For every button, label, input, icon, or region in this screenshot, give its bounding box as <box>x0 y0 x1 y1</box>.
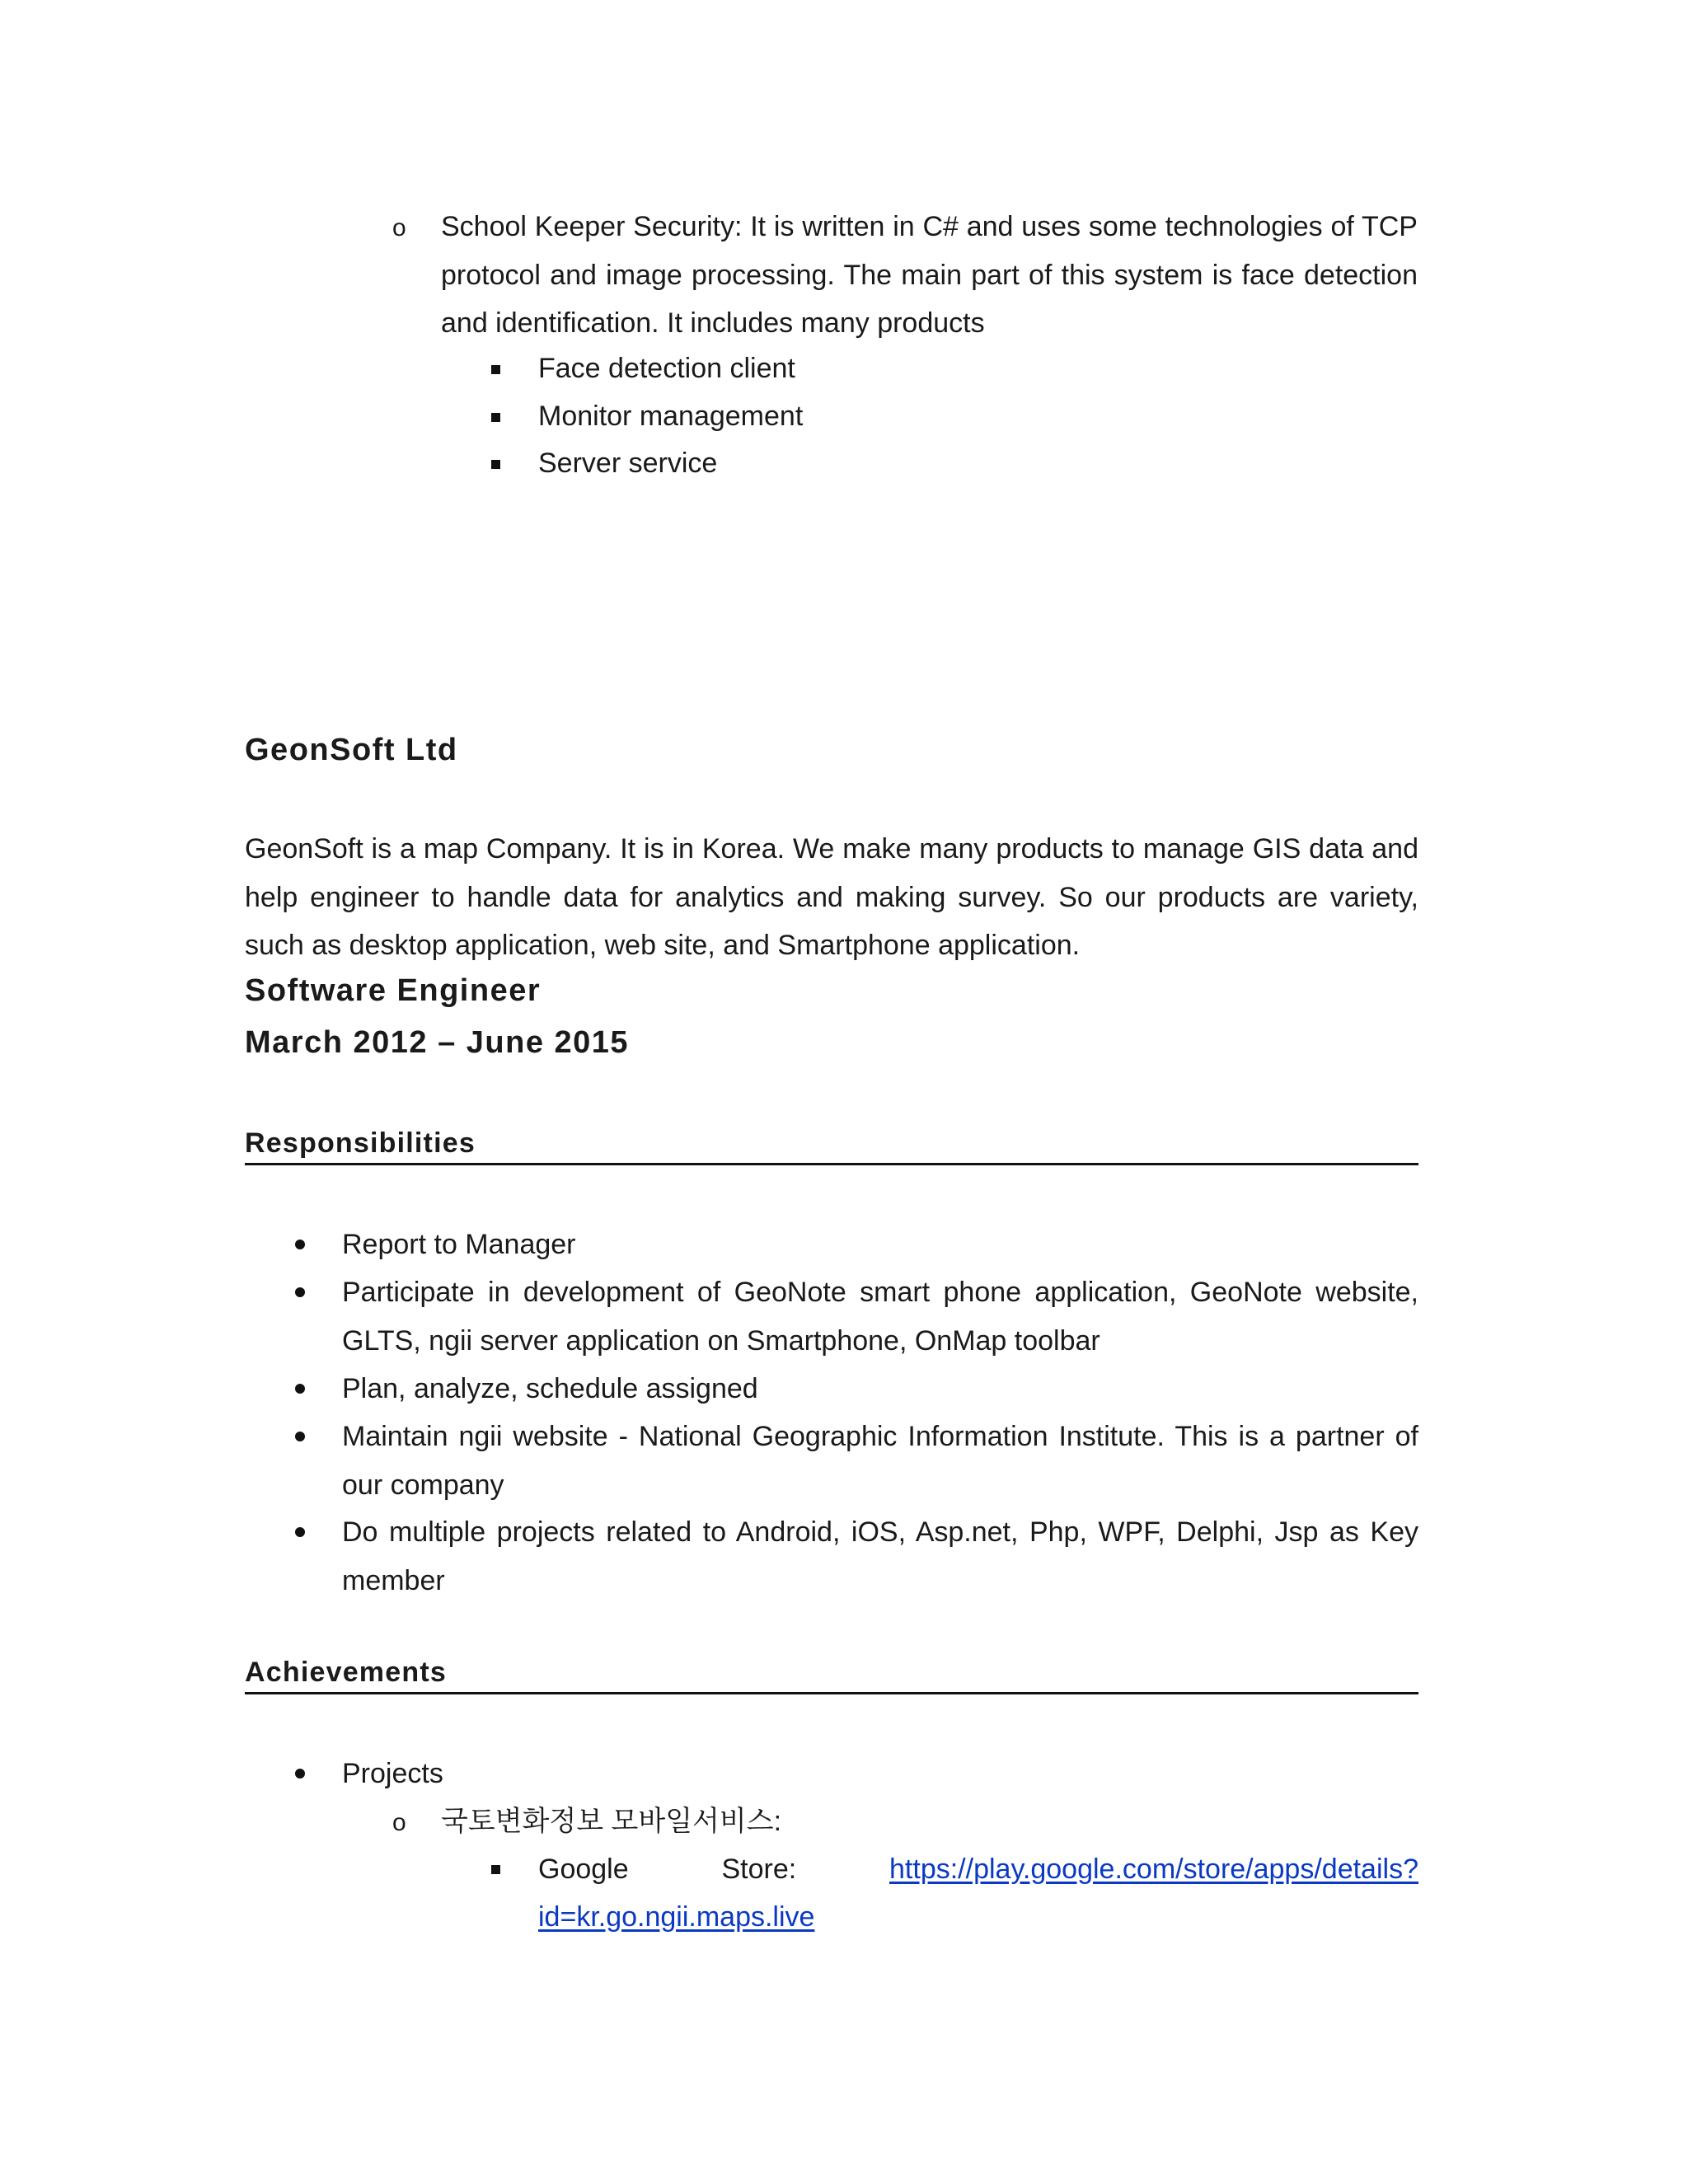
product-item: Server service <box>538 448 718 479</box>
square-bullet-icon <box>491 413 500 422</box>
company-name: GeonSoft Ltd <box>245 733 458 767</box>
school-keeper-description: School Keeper Security: It is written in C# and uses some technologies of TCP protocol and image processing. The main part of this system is face detection and identification. It includes many products <box>441 211 1418 339</box>
bullet-icon <box>295 1769 305 1779</box>
sub-bullet-marker: o <box>392 1809 406 1836</box>
section-divider <box>245 1163 1418 1165</box>
job-title: Software Engineer <box>245 973 542 1008</box>
store-label-store: Store: <box>721 1854 797 1885</box>
square-bullet-icon <box>491 365 500 374</box>
responsibility-item: Do multiple projects related to Android, iOS, Asp.net, Php, WPF, Delphi, Jsp as Key member <box>342 1516 1418 1596</box>
responsibility-item: Plan, analyze, schedule assigned <box>342 1373 758 1404</box>
project-name: 국토변화정보 모바일서비스: <box>441 1806 782 1837</box>
section-divider <box>245 1692 1418 1694</box>
product-item: Monitor management <box>538 401 804 432</box>
google-play-link-tail[interactable]: id=kr.go.ngii.maps.live <box>538 1901 815 1933</box>
responsibility-item: Report to Manager <box>342 1229 576 1260</box>
achievement-projects-label: Projects <box>342 1758 443 1789</box>
responsibilities-heading: Responsibilities <box>245 1127 476 1159</box>
store-label-google: Google <box>538 1854 629 1885</box>
responsibility-item: Participate in development of GeoNote smart phone application, GeoNote website, GLTS, ngii server application on Smartphone, OnMap toolbar <box>342 1277 1418 1357</box>
bullet-icon <box>295 1527 305 1537</box>
google-play-link[interactable]: https://play.google.com/store/apps/details? <box>889 1854 1418 1885</box>
bullet-icon <box>295 1432 305 1441</box>
google-play-link-continued[interactable] <box>538 1893 814 1941</box>
job-period: March 2012 – June 2015 <box>245 1025 630 1060</box>
store-line <box>538 1845 1418 1893</box>
bullet-icon <box>295 1240 305 1249</box>
bullet-icon <box>295 1287 305 1297</box>
bullet-icon <box>295 1384 305 1394</box>
achievements-heading: Achievements <box>245 1657 447 1688</box>
square-bullet-icon <box>491 460 500 469</box>
company-description: GeonSoft is a map Company. It is in Korea. We make many products to manage GIS data and help engineer to handle data for analytics and making survey. So our products are variety, such as desktop application, web site, and Smartphone application. <box>245 833 1418 961</box>
sub-bullet-marker: o <box>392 214 406 241</box>
product-item: Face detection client <box>538 353 795 384</box>
square-bullet-icon <box>491 1865 500 1874</box>
responsibility-item: Maintain ngii website - National Geographic Information Institute. This is a partner of our company <box>342 1421 1418 1501</box>
